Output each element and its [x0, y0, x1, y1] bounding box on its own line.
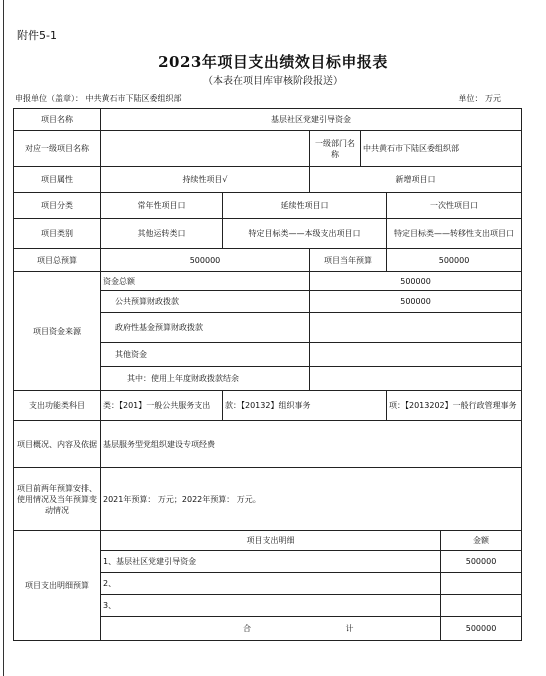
fund-gov-label: 政府性基金预算财政拨款: [101, 313, 310, 343]
prior-value: 2021年预算： 万元；2022年预算： 万元。: [101, 468, 522, 531]
func-item: 项：【2013202】一般行政管理事务: [387, 391, 522, 421]
type-special-transfer: 特定目标类——转移性支出项目口: [387, 219, 522, 249]
fund-other-value: [310, 343, 522, 367]
row-project-name: [14, 109, 522, 131]
detail-label: 项目支出明细预算: [14, 531, 101, 641]
func-label: 支出功能类科目: [14, 391, 101, 421]
fund-prior-value: [310, 367, 522, 391]
row-prior-years: [14, 468, 522, 531]
total-label-2: 计: [345, 624, 354, 633]
budget-year-value: 500000: [387, 249, 522, 272]
class-label: 项目分类: [14, 193, 101, 219]
budget-year-label: 项目当年预算: [310, 249, 387, 272]
fund-total-value: 500000: [310, 272, 522, 291]
page-title: 2023年项目支出绩效目标申报表: [158, 53, 388, 71]
row-function: [14, 391, 522, 421]
attachment-label: 附件5-1: [17, 29, 57, 42]
dept-label: 对应一级项目名称: [14, 131, 101, 167]
type-special-level: 特定目标类——本级支出项目口: [223, 219, 387, 249]
amount-header: 金额: [441, 531, 522, 551]
fund-public-label: 公共预算财政拨款: [101, 291, 310, 313]
fund-public-value: 500000: [310, 291, 522, 313]
class-onetime: 一次性项目口: [387, 193, 522, 219]
row-detail-header: [14, 531, 522, 551]
row-fund-total: [14, 272, 522, 291]
row-attribute: [14, 167, 522, 193]
total-label-1: 合: [243, 624, 251, 633]
detail-item-amount: 500000: [441, 551, 522, 573]
class-extended: 延续性项目口: [223, 193, 387, 219]
detail-item-name: 2、: [101, 573, 441, 595]
func-class: 类：【201】一般公共服务支出: [101, 391, 223, 421]
fund-source-label: 项目资金来源: [14, 272, 101, 391]
overview-label: 项目概况、内容及依据: [14, 421, 101, 468]
performance-form-table: [13, 108, 522, 641]
budget-total-value: 500000: [101, 249, 310, 272]
fund-total-label: 资金总额: [101, 272, 310, 291]
type-other: 其他运转类口: [101, 219, 223, 249]
fund-prior-label: 其中：使用上年度财政拨款结余: [101, 367, 310, 391]
detail-item-name: 1、基层社区党建引导资金: [101, 551, 441, 573]
detail-item-amount: [441, 573, 522, 595]
row-budget: [14, 249, 522, 272]
fund-other-label: 其他资金: [101, 343, 310, 367]
dept-value: 中共黄石市下陆区委组织部: [361, 131, 522, 167]
func-kind: 款：【20132】组织事务: [223, 391, 387, 421]
row-overview: [14, 421, 522, 468]
row-classification: [14, 193, 522, 219]
applicant-line: [15, 93, 513, 104]
dept-label-right: 一级部门名称: [310, 131, 361, 167]
attr-new: 新增项目口: [310, 167, 522, 193]
prior-label: 项目前两年预算安排、使用情况及当年预算变动情况: [14, 468, 101, 531]
detail-header: 项目支出明细: [101, 531, 441, 551]
type-label: 项目类别: [14, 219, 101, 249]
page-subtitle: （本表在项目库审核阶段报送）: [203, 76, 343, 87]
budget-total-label: 项目总预算: [14, 249, 101, 272]
attr-continuing: 持续性项目√: [101, 167, 310, 193]
project-name-value: 基层社区党建引导资金: [101, 109, 522, 131]
row-category: [14, 219, 522, 249]
left-border-line: [3, 0, 4, 676]
total-amount: 500000: [441, 617, 522, 641]
class-routine: 常年性项目口: [101, 193, 223, 219]
row-department: [14, 131, 522, 167]
detail-item-name: 3、: [101, 595, 441, 617]
total-label-cell: [101, 617, 441, 641]
project-name-label: 项目名称: [14, 109, 101, 131]
overview-value: 基层服务型党组织建设专项经费: [101, 421, 522, 468]
detail-item-amount: [441, 595, 522, 617]
attr-label: 项目属性: [14, 167, 101, 193]
dept-first-level-value: [101, 131, 310, 167]
applicant-text: 申报单位（盖章）： 中共黄石市下陆区委组织部: [15, 94, 182, 103]
unit-text: 单位： 万元: [458, 94, 501, 103]
fund-gov-value: [310, 313, 522, 343]
